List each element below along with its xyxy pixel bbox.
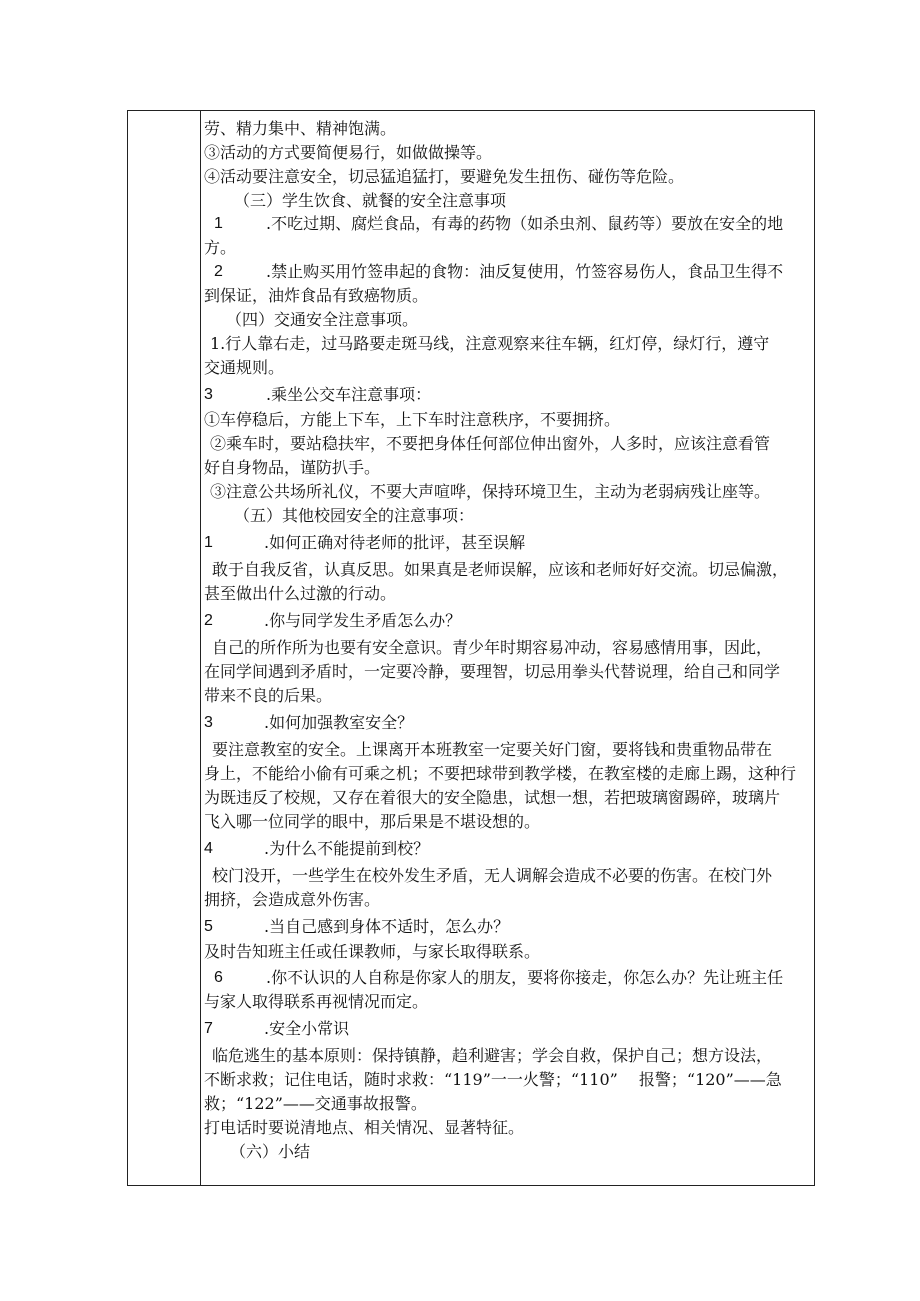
line-text: 救；“122”——交通事故报警。 — [204, 1094, 427, 1113]
line-text: .你不认识的人自称是你家人的朋友，要将你接走，你怎么办？先让班主任 — [266, 968, 784, 987]
line-text: ②乘车时，要站稳扶牢，不要把身体任何部位伸出窗外，人多时，应该注意看管 — [210, 434, 771, 453]
line-text: 方。 — [204, 238, 237, 257]
line-text: 飞入哪一位同学的眼中，那后果是不堪设想的。 — [204, 812, 541, 831]
line-text: 在同学间遇到矛盾时，一定要冷静，要理智，切忌用拳头代替说理，给自己和同学 — [204, 662, 781, 681]
line-text: 带来不良的后果。 — [204, 686, 333, 705]
line-text: （四）交通安全注意事项。 — [226, 310, 419, 329]
line-text: .为什么不能提前到校？ — [264, 839, 430, 858]
line-text: 校门没开，一些学生在校外发生矛盾，无人调解会造成不必要的伤害。在校门外 — [212, 866, 773, 885]
line-text: 为既违反了校规，又存在着很大的安全隐患，试想一想，若把玻璃窗踢碎，玻璃片 — [204, 788, 781, 807]
line-text: （三）学生饮食、就餐的安全注意事项 — [234, 191, 507, 210]
line-text: .乘坐公交车注意事项： — [266, 385, 432, 404]
item-number: 3 — [204, 714, 213, 731]
line-text: 交通规则。 — [204, 358, 285, 377]
line-text: ④活动要注意安全，切忌猛追猛打，要避免发生扭伤、碰伤等危险。 — [204, 167, 685, 186]
line-text: 劳、精力集中、精神饱满。 — [204, 119, 397, 138]
line-text: .你与同学发生矛盾怎么办？ — [264, 611, 462, 630]
line-text: 1.行人靠右走，过马路要走斑马线，注意观察来往车辆，红灯停，绿灯行，遵守 — [210, 334, 770, 353]
item-number: 4 — [204, 840, 213, 857]
line-text: 身上，不能给小偷有可乘之机；不要把球带到教学楼，在教室楼的走廊上踢，这种行 — [204, 764, 797, 783]
line-text: ③注意公共场所礼仪，不要大声喧哗，保持环境卫生，主动为老弱病残让座等。 — [210, 482, 771, 501]
line-text: （五）其他校园安全的注意事项： — [234, 506, 475, 525]
line-text: 及时告知班主任或任课教师，与家长取得联系。 — [204, 942, 541, 961]
line-text: .如何加强教室安全？ — [264, 713, 414, 732]
item-number: 2 — [214, 263, 223, 280]
item-number: 3 — [204, 386, 213, 403]
line-text: .不吃过期、腐烂食品，有毒的药物（如杀虫剂、鼠药等）要放在安全的地 — [266, 214, 784, 233]
line-text: .安全小常识 — [264, 1019, 350, 1038]
line-text: 甚至做出什么过激的行动。 — [204, 584, 397, 603]
line-text: 到保证，油炸食品有致癌物质。 — [204, 286, 429, 305]
line-text: 自己的所作所为也要有安全意识。青少年时期容易冲动，容易感情用事，因此， — [212, 638, 773, 657]
column-divider — [200, 111, 201, 1185]
content-table — [127, 110, 815, 1186]
item-number: 5 — [204, 918, 213, 935]
line-text: 临危逃生的基本原则：保持镇静，趋利避害；学会自救，保护自己；想方设法， — [212, 1046, 773, 1065]
item-number: 6 — [214, 969, 223, 986]
line-text: .当自己感到身体不适时，怎么办？ — [264, 917, 510, 936]
line-text: 不断求救；记住电话，随时求救：“119”一一火警；“110” 报警；“120”——急 — [204, 1070, 782, 1089]
item-number: 1 — [214, 215, 223, 232]
line-text: ③活动的方式要简便易行，如做做操等。 — [204, 143, 493, 162]
item-number: 7 — [204, 1020, 213, 1037]
line-text: ①车停稳后，方能上下车，上下车时注意秩序，不要拥挤。 — [204, 410, 621, 429]
line-text: 好自身物品，谨防扒手。 — [204, 458, 381, 477]
item-number: 1 — [204, 534, 213, 551]
line-text: 与家人取得联系再视情况而定。 — [204, 992, 429, 1011]
line-text: 敢于自我反省，认真反思。如果真是老师误解，应该和老师好好交流。切忌偏激， — [212, 560, 789, 579]
line-text: （六）小结 — [230, 1142, 311, 1161]
item-number: 2 — [204, 612, 213, 629]
line-text: .如何正确对待老师的批评，甚至误解 — [264, 533, 526, 552]
line-text: 拥挤，会造成意外伤害。 — [204, 890, 381, 909]
line-text: .禁止购买用竹签串起的食物：油反复使用，竹签容易伤人，食品卫生得不 — [266, 262, 784, 281]
line-text: 打电话时要说清地点、相关情况、显著特征。 — [204, 1118, 525, 1137]
line-text: 要注意教室的安全。上课离开本班教室一定要关好门窗，要将钱和贵重物品带在 — [212, 740, 773, 759]
